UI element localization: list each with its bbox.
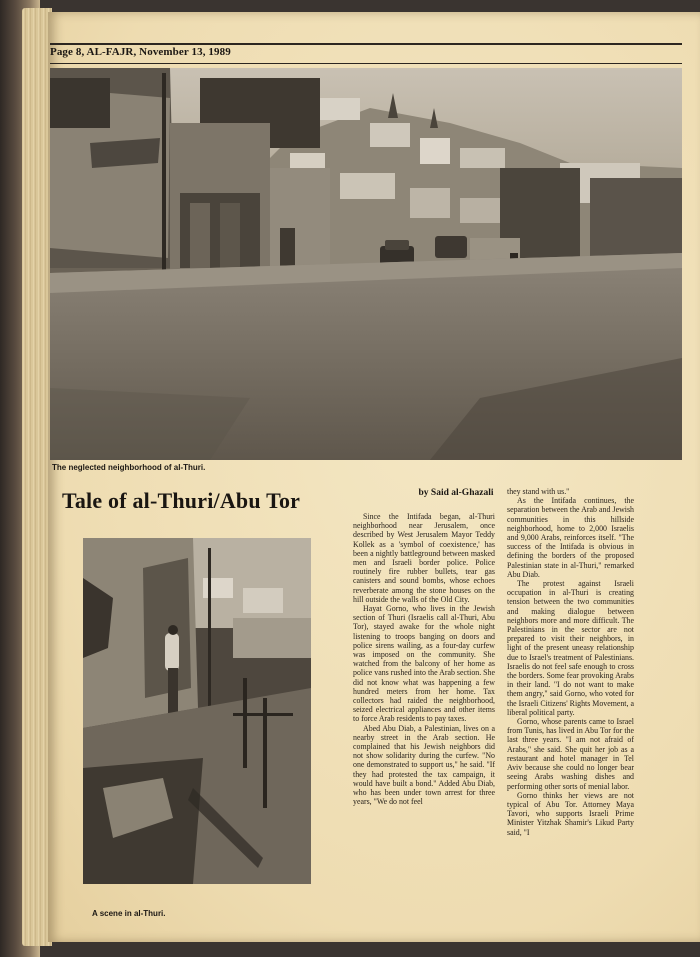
article-headline: Tale of al-Thuri/Abu Tor [62,488,301,513]
col2-paragraph: As the Intifada continues, the separation between the Arab and Jewish communities in this hillside neighborhood, home to 2,000 Israelis and 9,000 Arabs, reinforces itself. "The success of the Intifada is obvious in defining the borders of the proposed Palestinian state in al-Thuri," remarked Abu Diab. [507,496,634,579]
article-byline: by Said al-Ghazali [418,488,494,498]
col2-paragraph: Gorno thinks her views are not typical of Abu Tor. Attorney Maya Tavori, who supports Israeli Prime Minister Yitzhak Shamir's Likud Party said, "I [507,790,634,837]
neighborhood-photo [50,68,682,460]
header-rule-top [50,43,682,45]
main-photo-caption: The neglected neighborhood of al-Thuri. [52,463,206,472]
article-column-1 [353,512,495,917]
street-scene-photo [83,538,311,884]
col1-paragraph: Since the Intifada began, al-Thuri neighborhood near Jerusalem, once described by West Jerusalem Mayor Teddy Kollek as a 'symbol of coexistence,' has been a nightly battleground between masked men and Israeli border police. Police routinely fire rubber bullets, tear gas canisters and sound bombs, whose echoes reverberate among the stone houses on the hill outside the walls of the Old City. [353,512,495,604]
page-header: Page 8, AL-FAJR, November 13, 1989 [50,46,231,58]
scene-photo-caption: A scene in al-Thuri. [92,909,166,918]
col1-paragraph: Abed Abu Diab, a Palestinian, lives on a nearby street in the Arab section. He complained that his Jewish neighbors did not show solidarity during the curfew. "No one demonstrated to support us," he said. "If they had protested the tax campaign, it would have built a bond." Added Abu Diab, who has been under town arrest for three years, "We do not feel [353,723,495,807]
col2-paragraph: The protest against Israeli occupation in al-Thuri is creating tension between the two communities and making dialogue between neighbors more and more difficult. The Palestinians in the sector are not prepared to visit their neighbors, in light of the present uneasy relationship due to Israel's treatment of Palestinians. Israelis do not feel safe enough to cross the borders. Some fear provoking Arabs in their land. "I do not want to make them angry," said Gorno, who voted for the Israeli Citizens' Rights Movement, a liberal political party. [507,579,634,717]
col2-paragraph: Gorno, whose parents came to Israel from Tunis, has lived in Abu Tor for the last three years. "I am not afraid of Arabs," she said. She quit her job as a restaurant and hotel manager in Tel Aviv because she could no longer bear seeing Arabs washing dishes and performing other sorts of menial labor. [507,717,634,791]
col2-paragraph: they stand with us." [507,487,570,496]
article-column-2 [507,487,634,917]
col1-paragraph: Hayat Gorno, who lives in the Jewish section of Thuri (Israelis call al-Thuri, Abu Tor), stayed awake for the whole night listening to troops banging on doors and police sirens wailing, as a four-day curfew was imposed on the community. She watched from the balcony of her home as police vans rushed into the Arab section. She did not know what was happening a few hundred meters from her home. Tax collectors had raided the neighborhood, seized electrical appliances and other items to force Arab residents to pay taxes. [353,604,495,724]
header-rule-bottom [50,63,682,64]
